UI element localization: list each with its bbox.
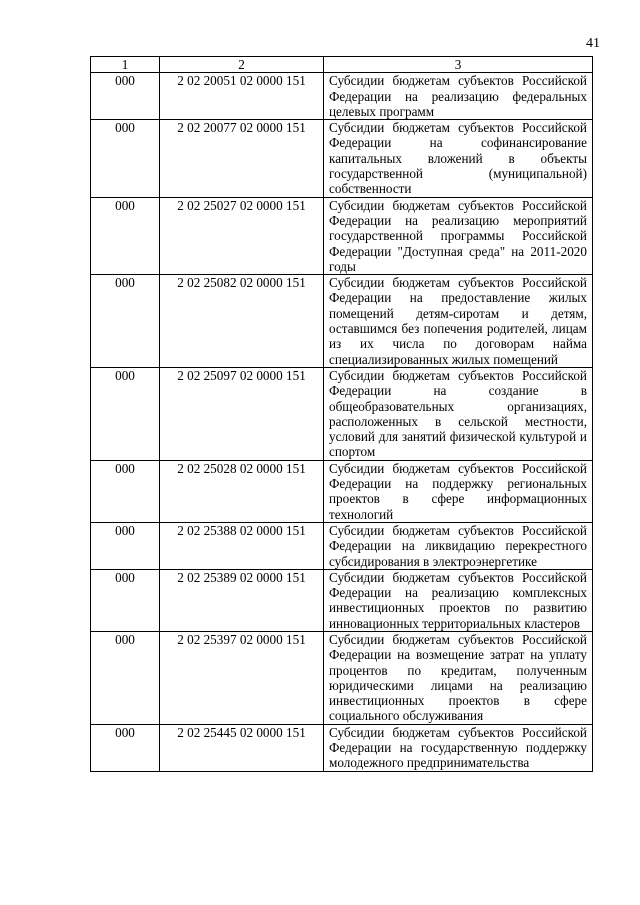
budget-classification-code: 2 02 25027 02 0000 151 <box>160 197 324 274</box>
revenue-description: Субсидии бюджетам субъектов Российской Федерации на реализацию мероприятий государственной программы Российской Федерации "Доступная среда" на 2011-2020 годы <box>324 197 593 274</box>
budget-classification-code: 2 02 25445 02 0000 151 <box>160 724 324 771</box>
column-header-1: 1 <box>91 57 160 73</box>
table-row <box>91 197 593 274</box>
revenue-description: Субсидии бюджетам субъектов Российской Федерации на софинансирование капитальных вложений в объекты государственной (муниципальной) собственности <box>324 120 593 197</box>
table-row <box>91 522 593 569</box>
administrator-code: 000 <box>91 197 160 274</box>
administrator-code: 000 <box>91 724 160 771</box>
budget-classification-code: 2 02 25389 02 0000 151 <box>160 569 324 631</box>
administrator-code: 000 <box>91 120 160 197</box>
revenue-description: Субсидии бюджетам субъектов Российской Федерации на государственную поддержку молодежного предпринимательства <box>324 724 593 771</box>
budget-classification-code: 2 02 25082 02 0000 151 <box>160 275 324 368</box>
table-row <box>91 569 593 631</box>
table-row <box>91 120 593 197</box>
table-row <box>91 367 593 460</box>
table-row <box>91 724 593 771</box>
administrator-code: 000 <box>91 631 160 724</box>
table-row <box>91 73 593 120</box>
administrator-code: 000 <box>91 275 160 368</box>
column-header-2: 2 <box>160 57 324 73</box>
revenue-description: Субсидии бюджетам субъектов Российской Федерации на создание в общеобразовательных организациях, расположенных в сельской местности, условий для занятий физической культурой и спортом <box>324 367 593 460</box>
table-row <box>91 275 593 368</box>
revenue-description: Субсидии бюджетам субъектов Российской Федерации на ликвидацию перекрестного субсидирования в электроэнергетике <box>324 522 593 569</box>
administrator-code: 000 <box>91 73 160 120</box>
administrator-code: 000 <box>91 522 160 569</box>
budget-classification-code: 2 02 25397 02 0000 151 <box>160 631 324 724</box>
table-row <box>91 631 593 724</box>
administrator-code: 000 <box>91 460 160 522</box>
column-header-3: 3 <box>324 57 593 73</box>
budget-classification-code: 2 02 25028 02 0000 151 <box>160 460 324 522</box>
administrator-code: 000 <box>91 367 160 460</box>
budget-classification-code: 2 02 20077 02 0000 151 <box>160 120 324 197</box>
revenue-description: Субсидии бюджетам субъектов Российской Федерации на реализацию комплексных инвестиционных проектов по развитию инновационных территориальных кластеров <box>324 569 593 631</box>
budget-classification-code: 2 02 20051 02 0000 151 <box>160 73 324 120</box>
header-row <box>91 57 593 73</box>
table-row <box>91 460 593 522</box>
page-number: 41 <box>586 36 600 51</box>
budget-classification-code: 2 02 25388 02 0000 151 <box>160 522 324 569</box>
budget-classification-code: 2 02 25097 02 0000 151 <box>160 367 324 460</box>
budget-codes-table <box>90 56 593 772</box>
revenue-description: Субсидии бюджетам субъектов Российской Федерации на реализацию федеральных целевых программ <box>324 73 593 120</box>
revenue-description: Субсидии бюджетам субъектов Российской Федерации на предоставление жилых помещений детям-сиротам и детям, оставшимся без попечения родителей, лицам из их числа по договорам найма специализированных жилых помещений <box>324 275 593 368</box>
administrator-code: 000 <box>91 569 160 631</box>
revenue-description: Субсидии бюджетам субъектов Российской Федерации на возмещение затрат на уплату процентов по кредитам, полученным юридическими лицами на реализацию инвестиционных проектов в сфере социального обслуживания <box>324 631 593 724</box>
revenue-description: Субсидии бюджетам субъектов Российской Федерации на поддержку региональных проектов в сфере информационных технологий <box>324 460 593 522</box>
